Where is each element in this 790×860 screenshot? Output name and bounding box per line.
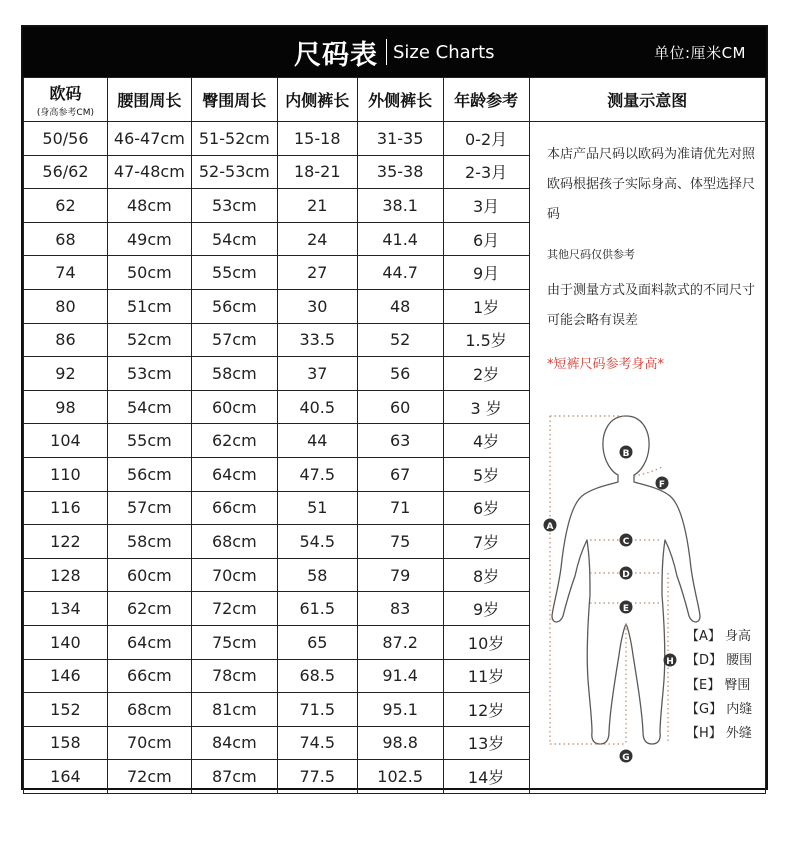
cell-inseam: 40.5: [277, 390, 357, 424]
cell-outseam: 75: [357, 525, 443, 559]
cell-outseam: 91.4: [357, 659, 443, 693]
marker-e-label: E: [622, 604, 630, 614]
cell-eu-size: 158: [24, 726, 108, 760]
cell-outseam: 83: [357, 592, 443, 626]
cell-waist: 62cm: [107, 592, 191, 626]
legend-item-hip: 【E】 臀围: [686, 677, 751, 693]
diagram-panel: [530, 120, 766, 790]
cell-age: 3 岁: [443, 390, 529, 424]
cell-hip: 64cm: [191, 457, 277, 491]
col-header-diagram: 测量示意图: [529, 78, 765, 122]
cell-inseam: 15-18: [277, 122, 357, 156]
marker-b-label: B: [622, 449, 630, 459]
cell-eu-size: 92: [24, 357, 108, 391]
cell-inseam: 37: [277, 357, 357, 391]
marker-c: [620, 534, 633, 548]
col-header-waist: 腰围周长: [107, 78, 191, 122]
marker-g: [620, 750, 633, 764]
cell-inseam: 58: [277, 558, 357, 592]
cell-outseam: 71: [357, 491, 443, 525]
cell-hip: 87cm: [191, 760, 277, 794]
cell-age: 8岁: [443, 558, 529, 592]
legend-item-outseam: 【H】 外缝: [686, 726, 752, 742]
marker-e: [620, 601, 633, 615]
body-outline: [552, 416, 700, 744]
cell-waist: 55cm: [107, 424, 191, 458]
cell-inseam: 68.5: [277, 659, 357, 693]
col-header-hip: 臀围周长: [191, 78, 277, 122]
legend-item-waist: 【D】 腰围: [686, 653, 753, 669]
cell-age: 10岁: [443, 625, 529, 659]
cell-waist: 58cm: [107, 525, 191, 559]
cell-outseam: 35-38: [357, 155, 443, 189]
cell-hip: 81cm: [191, 693, 277, 727]
note-measurement-error: 由于测量方式及面料款式的不同尺寸可能会略有误差: [547, 283, 756, 328]
cell-hip: 54cm: [191, 222, 277, 256]
cell-eu-size: 164: [24, 760, 108, 794]
cell-waist: 70cm: [107, 726, 191, 760]
cell-outseam: 102.5: [357, 760, 443, 794]
cell-eu-size: 128: [24, 558, 108, 592]
cell-outseam: 38.1: [357, 189, 443, 223]
cell-inseam: 44: [277, 424, 357, 458]
cell-waist: 57cm: [107, 491, 191, 525]
cell-age: 0-2月: [443, 122, 529, 156]
col-header-eu-sub: (身高参考CM): [36, 108, 94, 118]
cell-eu-size: 62: [24, 189, 108, 223]
note-shorts-size: *短裤尺码参考身高*: [547, 357, 665, 372]
table-header-row: [24, 78, 766, 122]
cell-eu-size: 68: [24, 222, 108, 256]
size-chart: [21, 25, 768, 790]
marker-f: [656, 477, 669, 491]
cell-age: 2岁: [443, 357, 529, 391]
cell-age: 12岁: [443, 693, 529, 727]
cell-hip: 84cm: [191, 726, 277, 760]
cell-age: 5岁: [443, 457, 529, 491]
cell-outseam: 31-35: [357, 122, 443, 156]
cell-waist: 53cm: [107, 357, 191, 391]
col-header-inseam: 内侧裤长: [277, 78, 357, 122]
cell-hip: 60cm: [191, 390, 277, 424]
cell-outseam: 87.2: [357, 625, 443, 659]
cell-inseam: 65: [277, 625, 357, 659]
cell-age: 9月: [443, 256, 529, 290]
note-other-sizes: 其他尺码仅供参考: [547, 248, 635, 261]
cell-inseam: 74.5: [277, 726, 357, 760]
cell-eu-size: 140: [24, 625, 108, 659]
cell-eu-size: 50/56: [24, 122, 108, 156]
cell-age: 1.5岁: [443, 323, 529, 357]
cell-eu-size: 104: [24, 424, 108, 458]
cell-age: 7岁: [443, 525, 529, 559]
cell-waist: 50cm: [107, 256, 191, 290]
cell-waist: 51cm: [107, 289, 191, 323]
legend-item-inseam: 【G】 内缝: [686, 701, 753, 717]
cell-inseam: 71.5: [277, 693, 357, 727]
unit-label: 单位:厘米CM: [654, 44, 746, 62]
cell-hip: 70cm: [191, 558, 277, 592]
cell-inseam: 30: [277, 289, 357, 323]
chart-title: [294, 34, 495, 70]
cell-inseam: 77.5: [277, 760, 357, 794]
marker-c-label: C: [622, 537, 630, 547]
cell-inseam: 54.5: [277, 525, 357, 559]
cell-age: 13岁: [443, 726, 529, 760]
marker-b: [620, 446, 633, 460]
cell-waist: 60cm: [107, 558, 191, 592]
cell-eu-size: 146: [24, 659, 108, 693]
col-header-eu-label: 欧码: [49, 84, 82, 103]
cell-hip: 62cm: [191, 424, 277, 458]
chart-title-chinese: 尺码表: [294, 39, 378, 71]
cell-hip: 72cm: [191, 592, 277, 626]
cell-waist: 46-47cm: [107, 122, 191, 156]
cell-hip: 58cm: [191, 357, 277, 391]
cell-waist: 49cm: [107, 222, 191, 256]
cell-eu-size: 110: [24, 457, 108, 491]
cell-waist: 56cm: [107, 457, 191, 491]
marker-h-label: H: [666, 657, 674, 667]
cell-waist: 54cm: [107, 390, 191, 424]
cell-waist: 47-48cm: [107, 155, 191, 189]
cell-inseam: 51: [277, 491, 357, 525]
title-divider: [386, 39, 387, 65]
cell-hip: 66cm: [191, 491, 277, 525]
marker-a: [544, 519, 557, 533]
cell-inseam: 18-21: [277, 155, 357, 189]
cell-waist: 72cm: [107, 760, 191, 794]
cell-outseam: 95.1: [357, 693, 443, 727]
cell-age: 9岁: [443, 592, 529, 626]
cell-eu-size: 80: [24, 289, 108, 323]
cell-hip: 51-52cm: [191, 122, 277, 156]
marker-g-label: G: [622, 753, 630, 763]
marker-d: [620, 567, 633, 581]
col-header-outseam: 外侧裤长: [357, 78, 443, 122]
cell-hip: 56cm: [191, 289, 277, 323]
cell-outseam: 48: [357, 289, 443, 323]
col-header-age: 年龄参考: [443, 78, 529, 122]
cell-hip: 57cm: [191, 323, 277, 357]
marker-h: [664, 654, 677, 668]
cell-age: 11岁: [443, 659, 529, 693]
cell-inseam: 24: [277, 222, 357, 256]
cell-age: 14岁: [443, 760, 529, 794]
cell-waist: 66cm: [107, 659, 191, 693]
cell-hip: 53cm: [191, 189, 277, 223]
cell-hip: 52-53cm: [191, 155, 277, 189]
cell-waist: 68cm: [107, 693, 191, 727]
cell-outseam: 44.7: [357, 256, 443, 290]
marker-a-label: A: [546, 522, 554, 532]
cell-hip: 75cm: [191, 625, 277, 659]
cell-age: 1岁: [443, 289, 529, 323]
cell-age: 6岁: [443, 491, 529, 525]
cell-inseam: 61.5: [277, 592, 357, 626]
cell-inseam: 21: [277, 189, 357, 223]
chart-title-english: Size Charts: [393, 41, 495, 63]
cell-outseam: 52: [357, 323, 443, 357]
cell-inseam: 33.5: [277, 323, 357, 357]
cell-waist: 52cm: [107, 323, 191, 357]
cell-eu-size: 152: [24, 693, 108, 727]
cell-eu-size: 134: [24, 592, 108, 626]
cell-age: 4岁: [443, 424, 529, 458]
cell-hip: 55cm: [191, 256, 277, 290]
cell-hip: 78cm: [191, 659, 277, 693]
cell-inseam: 47.5: [277, 457, 357, 491]
cell-outseam: 67: [357, 457, 443, 491]
marker-f-label: F: [658, 480, 666, 490]
cell-age: 6月: [443, 222, 529, 256]
cell-outseam: 98.8: [357, 726, 443, 760]
measurement-legend: [686, 625, 752, 746]
cell-eu-size: 56/62: [24, 155, 108, 189]
col-header-eu: [24, 78, 108, 122]
cell-eu-size: 74: [24, 256, 108, 290]
cell-age: 3月: [443, 189, 529, 223]
cell-eu-size: 122: [24, 525, 108, 559]
cell-hip: 68cm: [191, 525, 277, 559]
cell-eu-size: 98: [24, 390, 108, 424]
cell-waist: 48cm: [107, 189, 191, 223]
cell-outseam: 60: [357, 390, 443, 424]
marker-d-label: D: [622, 570, 630, 580]
cell-age: 2-3月: [443, 155, 529, 189]
cell-eu-size: 116: [24, 491, 108, 525]
cell-outseam: 41.4: [357, 222, 443, 256]
chart-header: [23, 27, 766, 77]
cell-waist: 64cm: [107, 625, 191, 659]
cell-eu-size: 86: [24, 323, 108, 357]
cell-outseam: 56: [357, 357, 443, 391]
cell-outseam: 79: [357, 558, 443, 592]
cell-outseam: 63: [357, 424, 443, 458]
legend-item-height: 【A】 身高: [686, 629, 752, 644]
cell-inseam: 27: [277, 256, 357, 290]
note-size-priority: 本店产品尺码以欧码为准请优先对照欧码根据孩子实际身高、体型选择尺码: [547, 147, 756, 222]
